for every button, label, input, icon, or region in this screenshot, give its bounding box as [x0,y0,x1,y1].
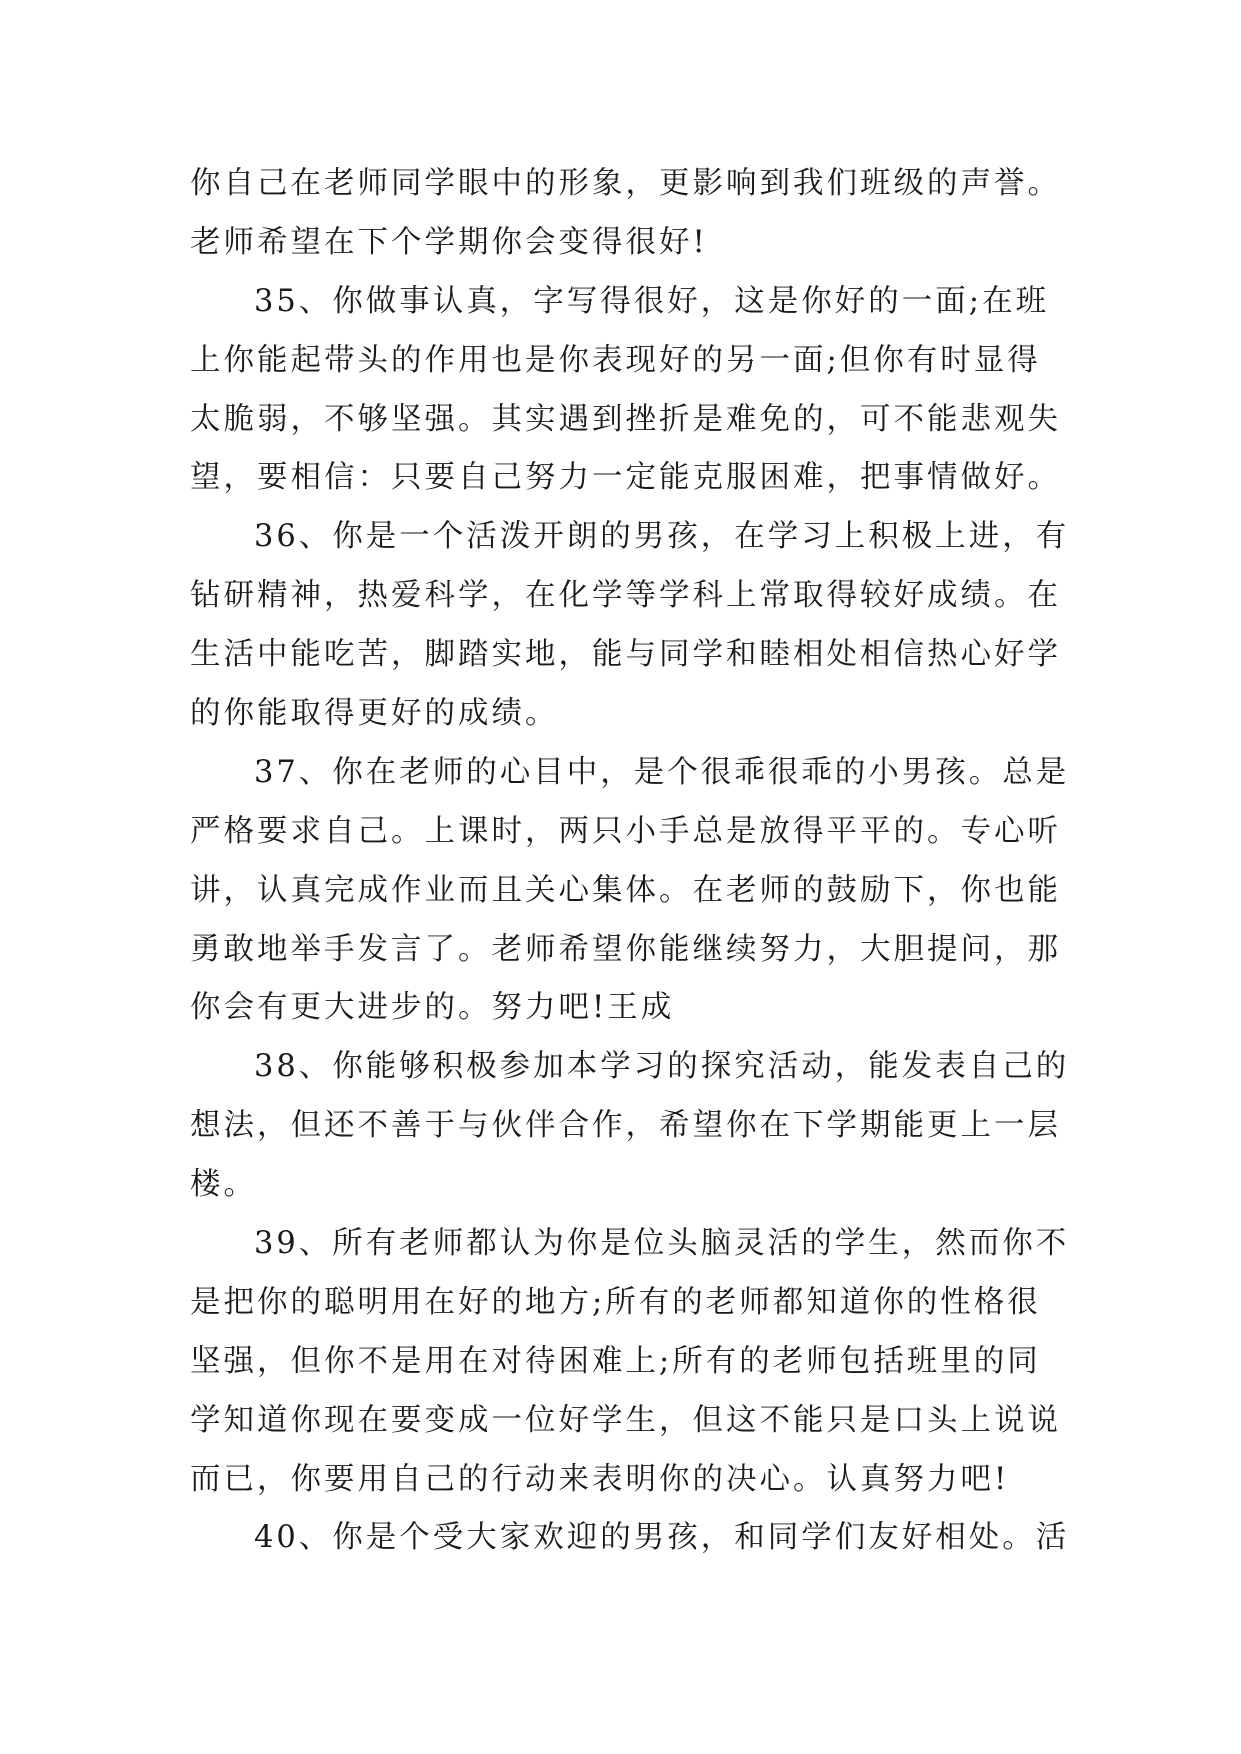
paragraph-38-start: 38、你能够积极参加本学习的探究活动，能发表自己的 [254,1049,1070,1085]
paragraph-37-start: 37、你在老师的心目中，是个很乖很乖的小男孩。总是 [254,754,1070,790]
document-body [190,155,1070,1568]
text-line: 你会有更大进步的。努力吧!王成 [190,990,675,1026]
paragraph-35-start: 35、你做事认真，字写得很好，这是你好的一面;在班 [254,283,1050,319]
text-line: 是把你的聪明用在好的地方;所有的老师都知道你的性格很 [190,1284,1041,1320]
text-line: 严格要求自己。上课时，两只小手总是放得平平的。专心听 [190,813,1061,849]
text-line: 生活中能吃苦，脚踏实地，能与同学和睦相处相信热心好学 [190,637,1061,673]
text-line: 勇敢地举手发言了。老师希望你能继续努力，大胆提问，那 [190,931,1061,967]
text-line: 上你能起带头的作用也是你表现好的另一面;但你有时显得 [190,342,1041,378]
text-line: 学知道你现在要变成一位好学生，但这不能只是口头上说说 [190,1402,1061,1438]
text-line: 你自己在老师同学眼中的形象，更影响到我们班级的声誉。 [190,166,1061,201]
text-line: 楼。 [190,1167,257,1203]
paragraph-40-start: 40、你是个受大家欢迎的男孩，和同学们友好相处。活 [254,1520,1070,1556]
text-line: 太脆弱，不够坚强。其实遇到挫折是难免的，可不能悲观失 [190,401,1061,437]
text-line: 坚强，但你不是用在对待困难上;所有的老师包括班里的同 [190,1343,1041,1379]
paragraph-36-start: 36、你是一个活泼开朗的男孩，在学习上积极上进，有 [254,519,1070,555]
text-line: 望，要相信：只要自己努力一定能克服困难，把事情做好。 [190,460,1061,496]
text-line: 钻研精神，热爱科学，在化学等学科上常取得较好成绩。在 [190,578,1061,614]
text-line: 老师希望在下个学期你会变得很好! [190,224,708,260]
paragraph-39-start: 39、所有老师都认为你是位头脑灵活的学生，然而你不 [254,1226,1070,1262]
text-line: 的你能取得更好的成绩。 [190,696,559,732]
text-line: 讲，认真完成作业而且关心集体。在老师的鼓励下，你也能 [190,872,1061,908]
text-line: 而已，你要用自己的行动来表明你的决心。认真努力吧! [190,1461,1010,1497]
text-line: 想法，但还不善于与伙伴合作，希望你在下学期能更上一层 [190,1108,1061,1144]
